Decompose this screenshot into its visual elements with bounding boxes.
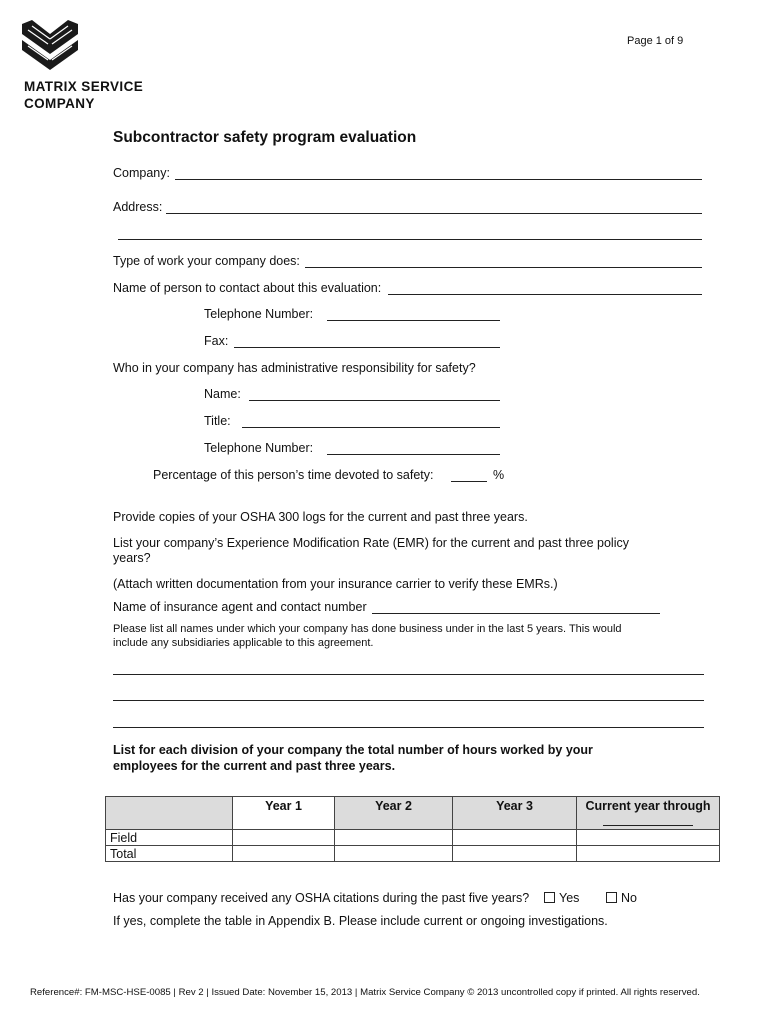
business-names-field-3[interactable] bbox=[113, 713, 704, 728]
header-current-year-label: Current year through bbox=[585, 799, 711, 813]
header-year-1 bbox=[233, 797, 335, 830]
citations-no-option[interactable] bbox=[606, 891, 637, 905]
telephone-label: Telephone Number: bbox=[204, 307, 314, 321]
telephone-field[interactable] bbox=[327, 306, 500, 321]
hours-heading-line1: List for each division of your company the total number of hours worked by your bbox=[113, 743, 593, 757]
row-label-total: Total bbox=[106, 846, 233, 862]
admin-name-field[interactable] bbox=[249, 386, 500, 401]
insurance-field[interactable] bbox=[372, 599, 660, 614]
osha-logs-text: Provide copies of your OSHA 300 logs for the current and past three years. bbox=[113, 510, 528, 524]
header-year-2 bbox=[335, 797, 453, 830]
footer-reference: Reference#: FM-MSC-HSE-0085 | Rev 2 | Issued Date: November 15, 2013 | Matrix Service Company © 2013 uncontrolled copy if printed. All rights reserved. bbox=[30, 987, 700, 998]
percentage-unit: % bbox=[493, 468, 505, 482]
header-year-1-label: Year 1 bbox=[265, 799, 302, 813]
table-row bbox=[106, 846, 720, 862]
page-title: Subcontractor safety program evaluation bbox=[113, 129, 417, 146]
company-name-line2: COMPANY bbox=[24, 96, 95, 111]
emr-text-line2: years? bbox=[113, 551, 151, 565]
citations-yes-option[interactable] bbox=[544, 891, 579, 905]
admin-telephone-label: Telephone Number: bbox=[204, 441, 314, 455]
type-of-work-field[interactable] bbox=[305, 253, 702, 268]
admin-telephone-field[interactable] bbox=[327, 440, 500, 455]
yes-label: Yes bbox=[559, 891, 580, 905]
address-label: Address: bbox=[113, 200, 163, 214]
page-number: Page 1 of 9 bbox=[627, 35, 684, 47]
type-of-work-label: Type of work your company does: bbox=[113, 254, 300, 268]
address-field[interactable] bbox=[166, 199, 702, 214]
business-names-field-2[interactable] bbox=[113, 686, 704, 701]
field-year-2-cell[interactable] bbox=[335, 830, 453, 846]
row-label-field: Field bbox=[106, 830, 233, 846]
fax-field[interactable] bbox=[234, 333, 500, 348]
fax-label: Fax: bbox=[204, 334, 229, 348]
company-field[interactable] bbox=[175, 165, 702, 180]
percentage-label: Percentage of this person’s time devoted to safety: bbox=[153, 468, 434, 482]
names-text-line1: Please list all names under which your company has done business under in the last 5 years. This would bbox=[113, 623, 622, 635]
names-text-line2: include any subsidiaries applicable to this agreement. bbox=[113, 637, 374, 649]
field-year-3-cell[interactable] bbox=[453, 830, 577, 846]
current-year-input-line[interactable] bbox=[603, 815, 693, 826]
header-year-3-label: Year 3 bbox=[496, 799, 533, 813]
header-year-2-label: Year 2 bbox=[375, 799, 412, 813]
no-label: No bbox=[621, 891, 637, 905]
hours-heading-line2: employees for the current and past three years. bbox=[113, 759, 396, 773]
field-year-1-cell[interactable] bbox=[233, 830, 335, 846]
company-logo-icon bbox=[22, 20, 78, 72]
yes-checkbox[interactable] bbox=[544, 892, 555, 903]
header-year-3 bbox=[453, 797, 577, 830]
admin-title-field[interactable] bbox=[242, 413, 500, 428]
header-cell-blank bbox=[106, 797, 233, 830]
contact-name-label: Name of person to contact about this evaluation: bbox=[113, 281, 382, 295]
total-year-1-cell[interactable] bbox=[233, 846, 335, 862]
citations-followup: If yes, complete the table in Appendix B. Please include current or ongoing investigations. bbox=[113, 914, 608, 928]
admin-name-label: Name: bbox=[204, 387, 241, 401]
contact-name-field[interactable] bbox=[388, 280, 702, 295]
no-checkbox[interactable] bbox=[606, 892, 617, 903]
table-header-row bbox=[106, 797, 720, 830]
percentage-field[interactable] bbox=[451, 467, 487, 482]
total-year-3-cell[interactable] bbox=[453, 846, 577, 862]
hours-table bbox=[105, 796, 720, 862]
attach-text: (Attach written documentation from your insurance carrier to verify these EMRs.) bbox=[113, 577, 558, 591]
address-field-line2[interactable] bbox=[118, 225, 702, 240]
insurance-label: Name of insurance agent and contact number bbox=[113, 600, 367, 614]
business-names-field-1[interactable] bbox=[113, 660, 704, 675]
admin-question: Who in your company has administrative responsibility for safety? bbox=[113, 361, 476, 375]
header-current-year bbox=[577, 797, 720, 830]
total-year-2-cell[interactable] bbox=[335, 846, 453, 862]
company-name bbox=[24, 78, 143, 112]
total-current-year-cell[interactable] bbox=[577, 846, 720, 862]
emr-text-line1: List your company’s Experience Modification Rate (EMR) for the current and past three policy bbox=[113, 536, 629, 550]
company-name-line1: MATRIX SERVICE bbox=[24, 79, 144, 94]
field-current-year-cell[interactable] bbox=[577, 830, 720, 846]
citations-question: Has your company received any OSHA citations during the past five years? bbox=[113, 891, 530, 905]
admin-title-label: Title: bbox=[204, 414, 231, 428]
company-label: Company: bbox=[113, 166, 170, 180]
table-row bbox=[106, 830, 720, 846]
